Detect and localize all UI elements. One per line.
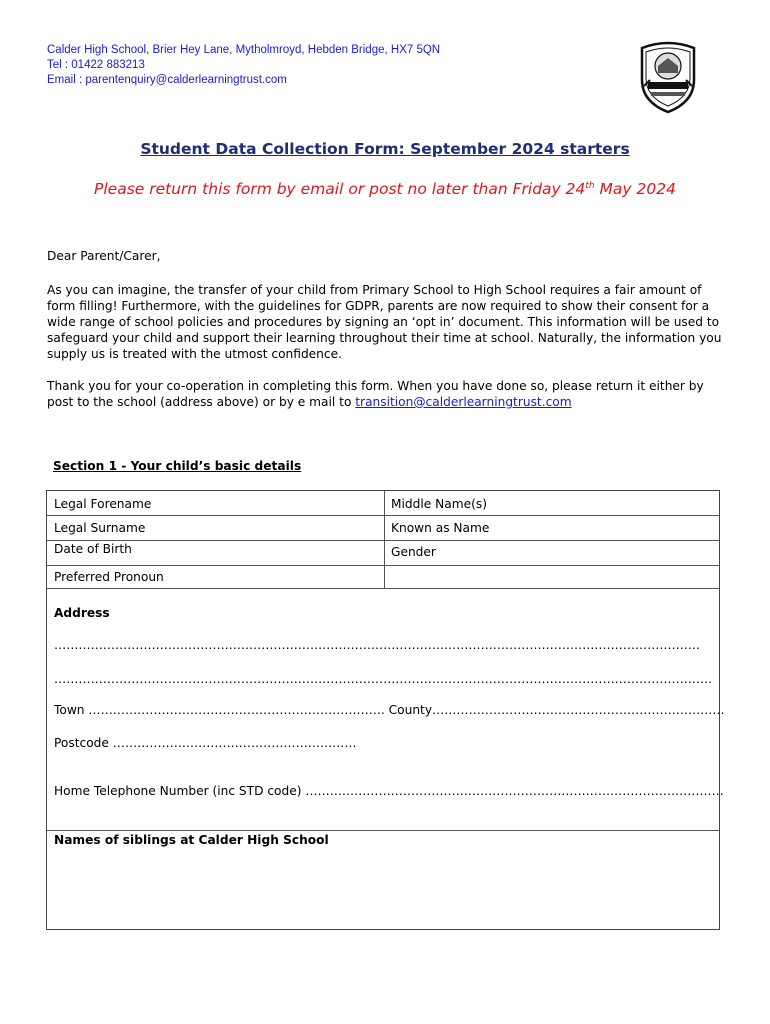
column-divider	[384, 491, 385, 588]
return-instructions: Thank you for your co-operation in completing this form. When you have done so, please return it either by post to the school (address above) or by e mail to	[47, 379, 704, 409]
basic-details-form	[46, 490, 725, 930]
school-address: Calder High School, Brier Hey Lane, Mytholmroyd, Hebden Bridge, HX7 5QN	[47, 44, 441, 56]
school-contact-header	[47, 43, 440, 88]
town-county-line[interactable]: Town ………………………………………………………………. County………………………………………………………………	[54, 703, 725, 717]
transition-email-link[interactable]: transition@calderlearningtrust.com	[355, 395, 572, 409]
address-label: Address	[54, 606, 110, 620]
letter-paragraph-intro: As you can imagine, the transfer of your child from Primary School to High School requires a fair amount of form filling! Furthermore, with the guidelines for GDPR, parents are now required to show their consent for a wide range of school policies and procedures by signing an ‘opt in’ document. This information will be used to safeguard your child and support their learning throughout their time at school. Naturally, the information you supply us is treated with the utmost confidence.	[47, 283, 722, 361]
known-as-name-field[interactable]: Known as Name	[391, 521, 490, 535]
legal-forename-field[interactable]: Legal Forename	[54, 497, 152, 511]
siblings-field[interactable]: Names of siblings at Calder High School	[54, 833, 329, 847]
school-crest-icon	[636, 40, 700, 114]
deadline-text-end: May 2024	[594, 180, 676, 198]
deadline-ordinal-suffix: th	[585, 180, 595, 191]
postcode-line[interactable]: Postcode ……………………………………………………	[54, 736, 357, 750]
row-divider	[47, 515, 719, 516]
letter-paragraph-return	[47, 378, 727, 410]
school-email: Email : parentenquiry@calderlearningtrust.com	[47, 74, 287, 86]
school-telephone: Tel : 01422 883213	[47, 59, 145, 71]
row-divider	[47, 588, 719, 589]
address-line-2[interactable]: ………………………………………………………………………………………………………………………………………………	[54, 672, 713, 686]
home-telephone-line[interactable]: Home Telephone Number (inc STD code) ………………………………………………………………………………………….	[54, 784, 724, 798]
gender-field[interactable]: Gender	[391, 545, 436, 559]
deadline-text-start: Please return this form by email or post no later than Friday 24	[94, 180, 586, 198]
middle-names-field[interactable]: Middle Name(s)	[391, 497, 487, 511]
section-1-title: Section 1 - Your child’s basic details	[53, 459, 302, 473]
preferred-pronoun-field[interactable]: Preferred Pronoun	[54, 570, 164, 584]
return-deadline-notice	[0, 180, 770, 198]
row-divider	[47, 565, 719, 566]
legal-surname-field[interactable]: Legal Surname	[54, 521, 146, 535]
address-line-1[interactable]: ……………………………………………………………………………………………………………………………………………	[54, 638, 700, 652]
form-title: Student Data Collection Form: September 2024 starters	[140, 140, 630, 158]
date-of-birth-field[interactable]: Date of Birth	[54, 542, 132, 556]
row-divider	[47, 830, 719, 831]
row-divider	[47, 540, 719, 541]
letter-greeting: Dear Parent/Carer,	[47, 249, 161, 263]
